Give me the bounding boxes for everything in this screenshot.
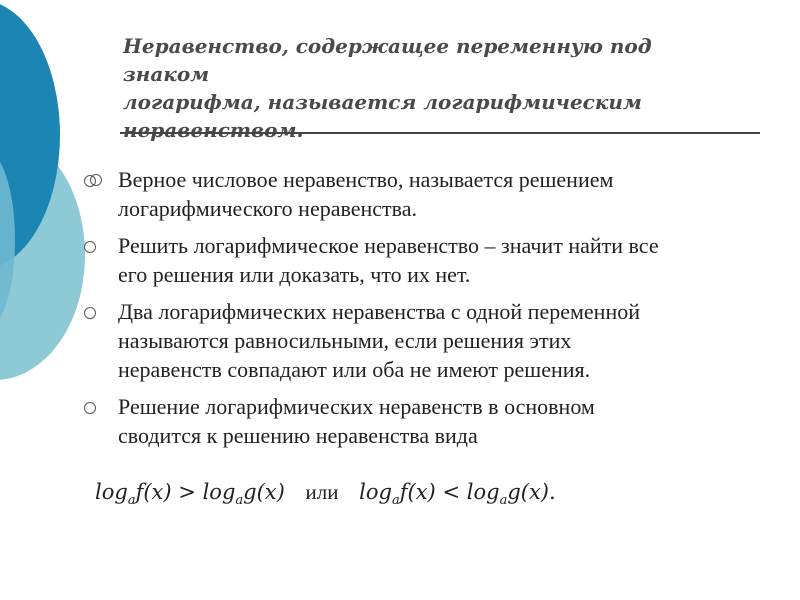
bullet-item	[80, 231, 790, 289]
log-text: log	[466, 480, 500, 504]
bullet-circle-icon	[84, 402, 96, 414]
bullet-circle-icon	[84, 241, 96, 253]
inequality-formula	[95, 480, 556, 508]
function-g: g(x)	[507, 480, 549, 504]
bullet-item	[80, 297, 790, 384]
function-f: f(x)	[399, 480, 436, 504]
bullet-line: логарифмического неравенства.	[118, 196, 418, 221]
bullet-item	[80, 165, 790, 223]
title-line: логарифма, называется логарифмическим	[123, 90, 642, 114]
less-sign: <	[442, 480, 461, 504]
title-divider	[120, 132, 760, 134]
title-line: Неравенство, содержащее переменную под знаком	[123, 34, 652, 86]
log-base: a	[499, 493, 508, 509]
log-text: log	[359, 480, 392, 504]
bullet-line: Решить логарифмическое неравенство – значит найти все	[118, 233, 659, 258]
log-text: log	[95, 480, 128, 504]
log-base: a	[127, 493, 136, 509]
bullet-line: называются равносильными, если решения этих	[118, 328, 572, 353]
bullet-line: сводится к решению неравенства вида	[118, 423, 478, 448]
function-f: f(x)	[135, 480, 172, 504]
bullet-line: Два логарифмических неравенства с одной переменной	[118, 299, 640, 324]
log-text: log	[202, 480, 236, 504]
function-g: g(x)	[243, 480, 285, 504]
bullet-item	[80, 392, 790, 450]
bullet-circle-icon	[84, 307, 96, 319]
slide-title	[123, 32, 743, 144]
log-base: a	[391, 493, 400, 509]
greater-sign: >	[178, 480, 196, 504]
title-line: неравенством.	[123, 118, 304, 142]
bullet-line: его решения или доказать, что их нет.	[118, 262, 471, 287]
formula-period: .	[549, 480, 556, 504]
bullet-list	[80, 165, 790, 458]
or-word: или	[305, 480, 339, 504]
bullet-circle-icon	[84, 175, 96, 187]
bullet-line: неравенств совпадают или оба не имеют решения.	[118, 357, 591, 382]
bullet-line: Верное числовое неравенство, называется решением	[118, 167, 614, 192]
bullet-line: Решение логарифмических неравенств в основном	[118, 394, 595, 419]
log-base: a	[235, 493, 244, 509]
